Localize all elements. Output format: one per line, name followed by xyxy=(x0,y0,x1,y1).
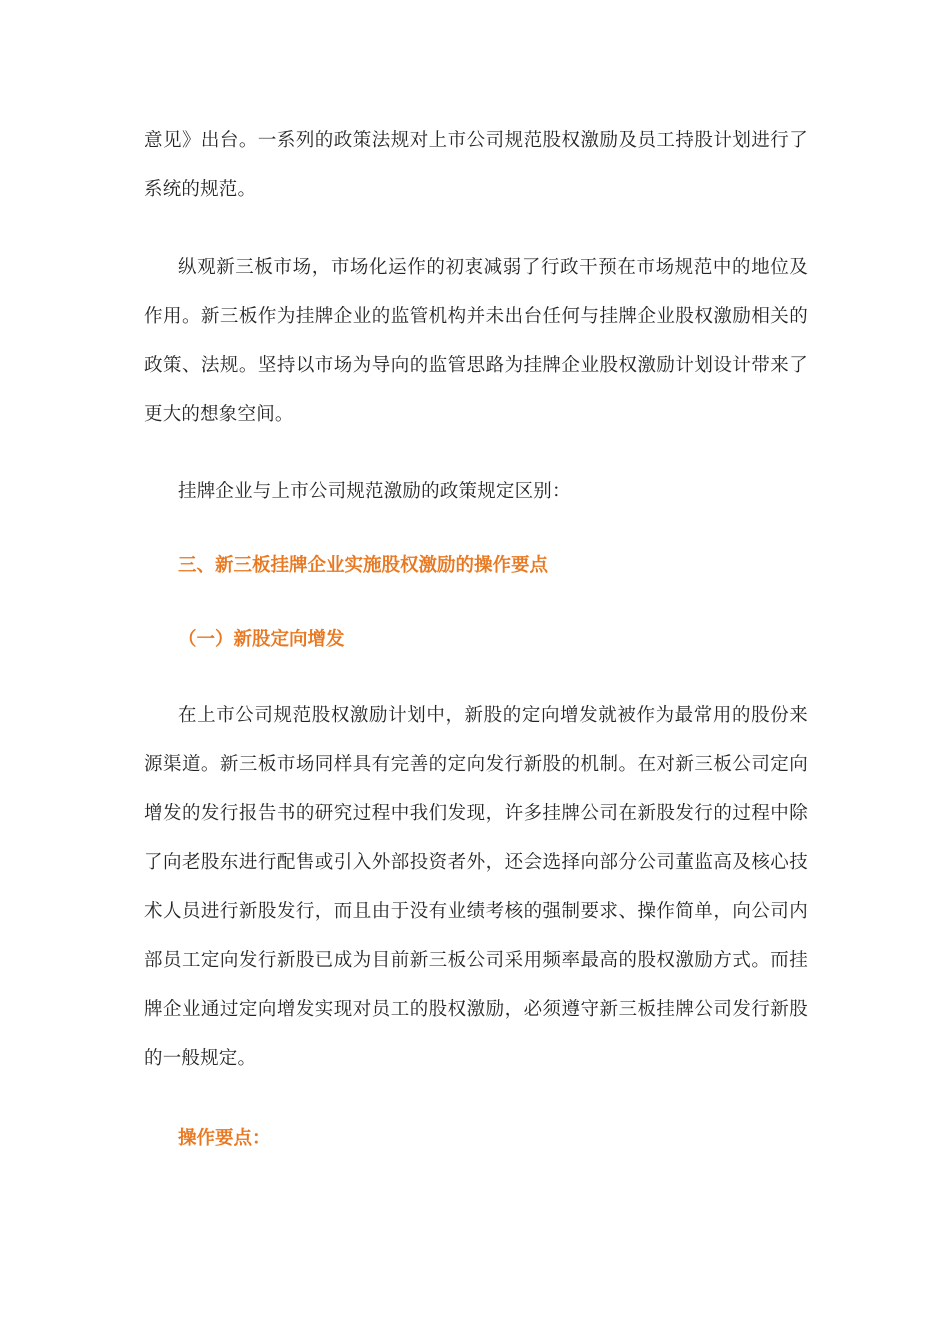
text-line: 意见》出台。一系列的政策法规对上市公司规范股权激励及员工持股计划进行了 xyxy=(144,130,808,151)
text-line: 系统的规范。 xyxy=(144,179,257,200)
text-line: 更大的想象空间。 xyxy=(144,404,294,425)
paragraph-policy-intro xyxy=(144,116,808,214)
section-heading-operation-points: 三、新三板挂牌企业实施股权激励的操作要点 xyxy=(178,555,549,576)
text-line: 了向老股东进行配售或引入外部投资者外，还会选择向部分公司董监高及核心技 xyxy=(144,852,808,873)
heading-key-points: 操作要点： xyxy=(178,1128,271,1149)
text-line: 在上市公司规范股权激励计划中，新股的定向增发就被作为最常用的股份来 xyxy=(178,705,808,726)
text-line: 的一般规定。 xyxy=(144,1048,257,1069)
text-line: 纵观新三板市场，市场化运作的初衷减弱了行政干预在市场规范中的地位及 xyxy=(178,257,808,278)
text-line: 作用。新三板作为挂牌企业的监管机构并未出台任何与挂牌企业股权激励相关的 xyxy=(144,306,808,327)
paragraph-policy-difference xyxy=(144,467,808,516)
paragraph-market-overview xyxy=(144,243,808,439)
text-line: 增发的发行报告书的研究过程中我们发现，许多挂牌公司在新股发行的过程中除 xyxy=(144,803,808,824)
text-line: 部员工定向发行新股已成为目前新三板公司采用频率最高的股权激励方式。而挂 xyxy=(144,950,808,971)
text-line: 挂牌企业与上市公司规范激励的政策规定区别： xyxy=(178,481,571,502)
subsection-heading-new-share-issuance: （一）新股定向增发 xyxy=(178,629,345,650)
text-line: 牌企业通过定向增发实现对员工的股权激励，必须遵守新三板挂牌公司发行新股 xyxy=(144,999,808,1020)
text-line: 源渠道。新三板市场同样具有完善的定向发行新股的机制。在对新三板公司定向 xyxy=(144,754,808,775)
paragraph-new-share-issuance xyxy=(144,691,808,1083)
text-line: 政策、法规。坚持以市场为导向的监管思路为挂牌企业股权激励计划设计带来了 xyxy=(144,355,808,376)
text-line: 术人员进行新股发行，而且由于没有业绩考核的强制要求、操作简单，向公司内 xyxy=(144,901,808,922)
